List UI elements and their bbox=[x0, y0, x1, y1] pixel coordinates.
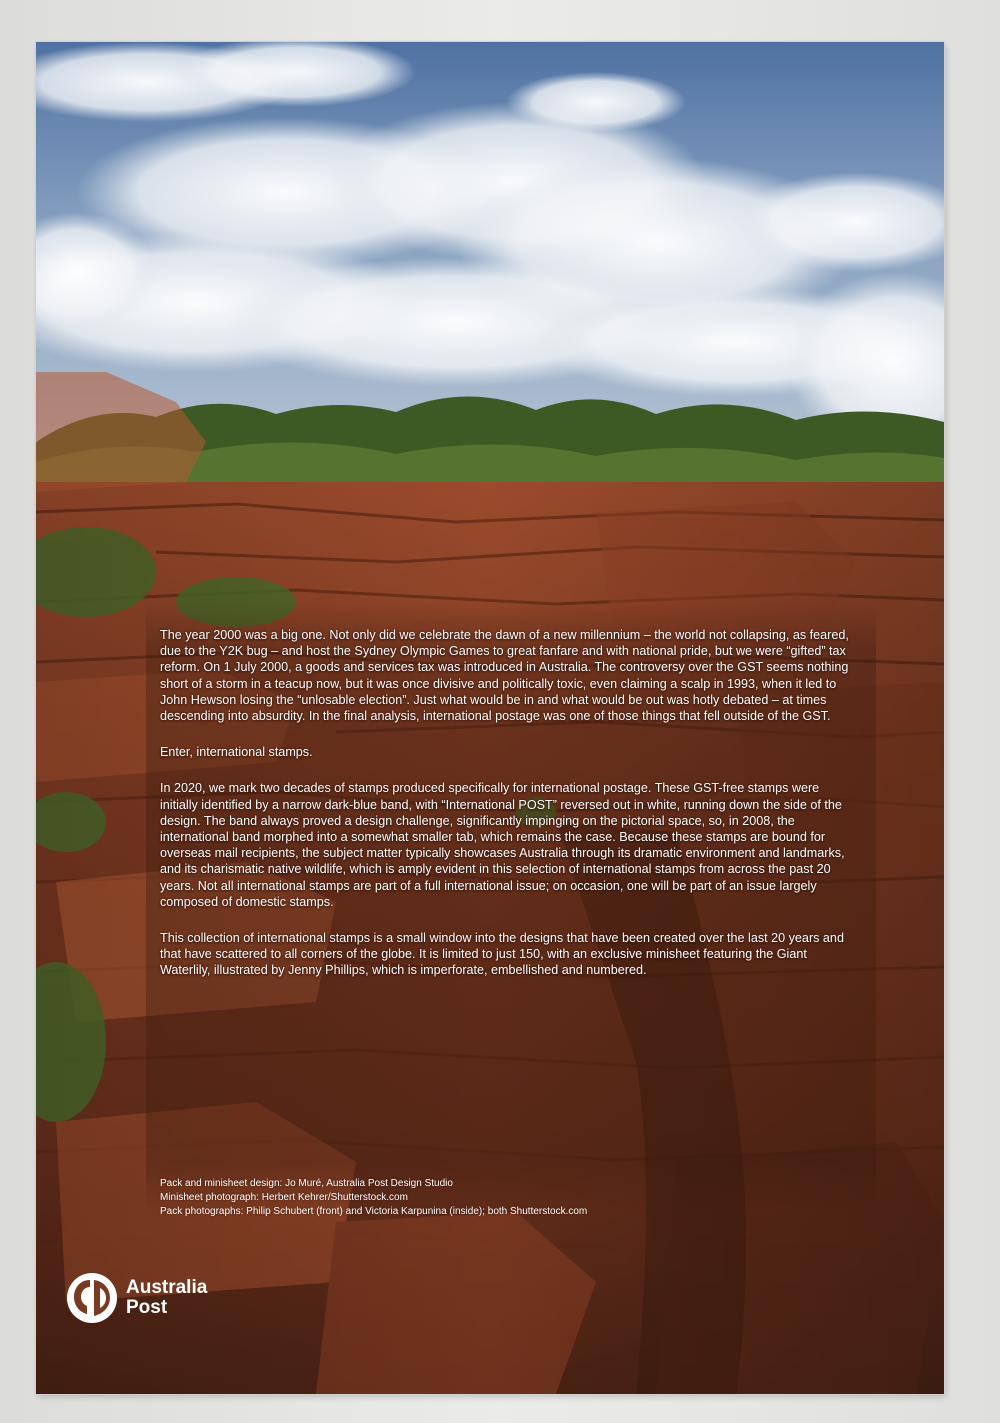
australia-post-logo bbox=[66, 1270, 207, 1326]
brochure-page bbox=[36, 42, 944, 1394]
credit-minisheet-photo: Minisheet photograph: Herbert Kehrer/Shutterstock.com bbox=[160, 1192, 408, 1203]
logo-line-2: Post bbox=[126, 1297, 168, 1318]
credits bbox=[160, 1177, 840, 1219]
australia-post-logo-icon bbox=[66, 1272, 118, 1324]
enter-paragraph: Enter, international stamps. bbox=[160, 745, 313, 760]
logo-wordmark bbox=[126, 1278, 207, 1318]
history-paragraph: In 2020, we mark two decades of stamps produced specifically for international postage. These GST-free stamps were initially identified by a narrow dark-blue band, with “International POST” reversed out in white, running down the side of the design. The band always proved a design challenge, significantly impinging on the pictorial space, so, in 2008, the international band morphed into a somewhat smaller tab, which remains the case. Because these stamps are bound for overseas mail recipients, the subject matter typically showcases Australia through its dramatic environment and landmarks, and its charismatic native wildlife, which is amply evident in this selection of international stamps from across the past 20 years. Not all international stamps are part of a full international issue; on occasion, one will be part of an issue largely composed of domestic stamps. bbox=[160, 781, 845, 909]
logo-line-1: Australia bbox=[126, 1277, 208, 1298]
credit-design: Pack and minisheet design: Jo Muré, Australia Post Design Studio bbox=[160, 1178, 453, 1189]
credit-pack-photos: Pack photographs: Philip Schubert (front) and Victoria Karpunina (inside); both Shutterstock.com bbox=[160, 1206, 588, 1217]
intro-paragraph: The year 2000 was a big one. Not only did we celebrate the dawn of a new millennium – the world not collapsing, as feared, due to the Y2K bug – and host the Sydney Olympic Games to great fanfare and with national pride, but we were “gifted” tax reform. On 1 July 2000, a goods and services tax was introduced in Australia. The controversy over the GST seems nothing short of a storm in a teacup now, but it was once divisive and politically toxic, even claiming a scalp in 1993, when it led to John Hewson losing the “unlosable election”. Just what would be in and what would be out was hotly debated – at times descending into absurdity. In the final analysis, international postage was one of those things that fell outside of the GST. bbox=[160, 628, 849, 724]
body-text bbox=[160, 627, 860, 999]
collection-paragraph: This collection of international stamps is a small window into the designs that have been created over the last 20 years and that have scattered to all corners of the globe. It is limited to just 150, with an exclusive minisheet featuring the Giant Waterlily, illustrated by Jenny Phillips, which is imperforate, embellished and numbered. bbox=[160, 931, 844, 978]
